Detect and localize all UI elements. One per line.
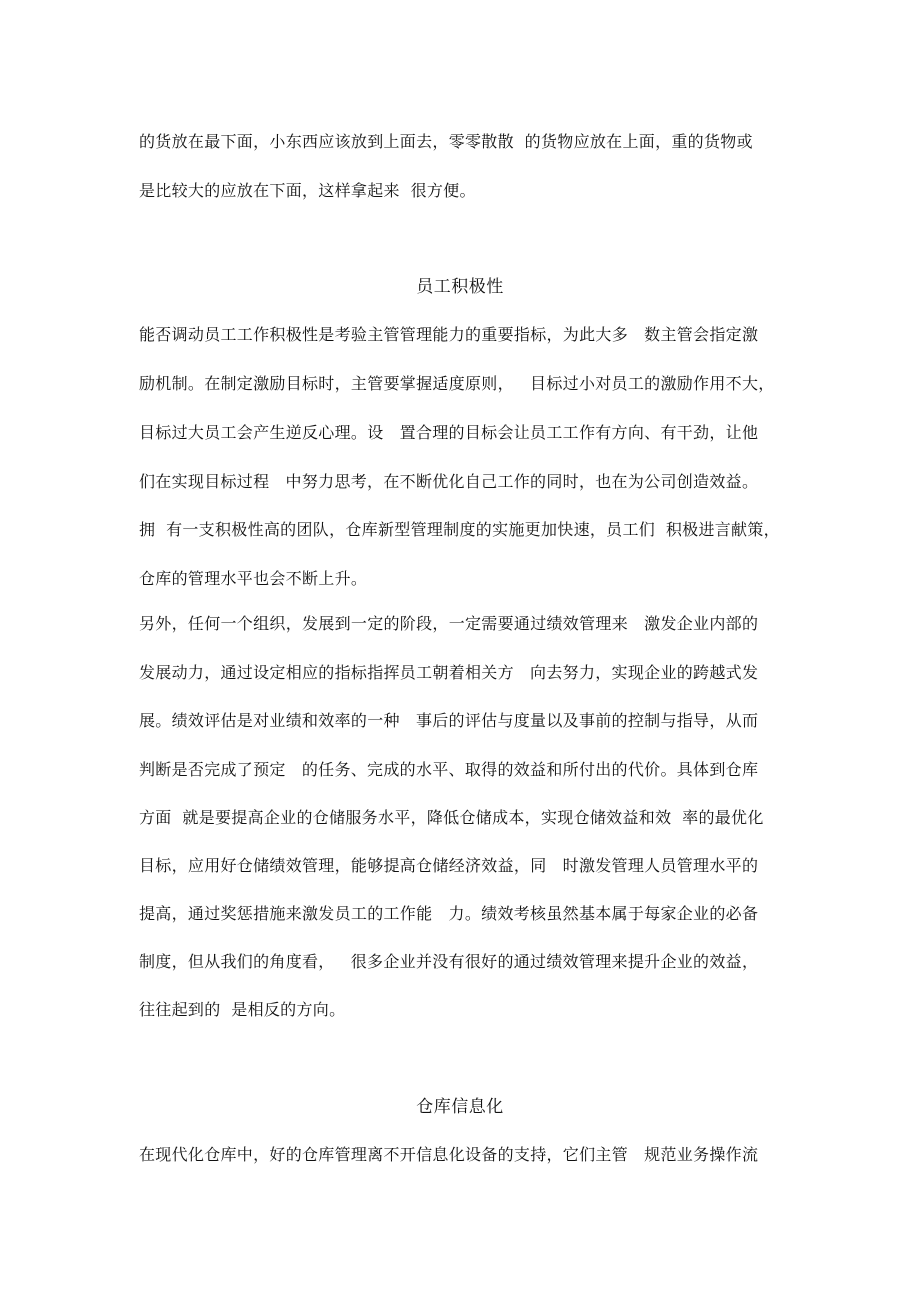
paragraph-line: 制度，但从我们的角度看， 很多企业并没有很好的通过绩效管理来提升企业的效益， (139, 952, 759, 971)
paragraph-line: 是比较大的应放在下面，这样拿起来 很方便。 (139, 181, 476, 200)
paragraph-line: 励机制。在制定激励目标时，主管要掌握适度原则， 目标过小对员工的激励作用不大， (139, 374, 775, 393)
paragraph-line: 目标过大员工会产生逆反心理。设 置合理的目标会让员工工作有方向、有干劲，让他 (139, 423, 759, 442)
paragraph-line: 发展动力，通过设定相应的指标指挥员工朝着相关方 向去努力，实现企业的跨越式发 (139, 663, 759, 682)
section-heading-motivation: 员工积极性 (416, 277, 504, 297)
paragraph-line: 能否调动员工工作积极性是考验主管管理能力的重要指标，为此大多 数主管会指定激 (139, 325, 759, 344)
paragraph-line: 往往起到的 是相反的方向。 (139, 1000, 346, 1019)
paragraph-line: 展。绩效评估是对业绩和效率的一种 事后的评估与度量以及事前的控制与指导，从而 (139, 711, 759, 730)
section-heading-informatization: 仓库信息化 (416, 1097, 504, 1117)
paragraph-line: 提高，通过奖惩措施来激发员工的工作能 力。绩效考核虽然基本属于每家企业的必备 (139, 904, 759, 923)
paragraph-line: 们在实现目标过程 中努力思考，在不断优化自己工作的同时，也在为公司创造效益。 (139, 472, 759, 491)
paragraph-line: 拥 有一支积极性高的团队，仓库新型管理制度的实施更加快速，员工们 积极进言献策， (139, 520, 780, 539)
paragraph-line: 在现代化仓库中，好的仓库管理离不开信息化设备的支持，它们主管 规范业务操作流 (139, 1145, 759, 1164)
paragraph-line: 另外，任何一个组织，发展到一定的阶段，一定需要通过绩效管理来 激发企业内部的 (139, 614, 759, 633)
paragraph-line: 方面 就是要提高企业的仓储服务水平，降低仓储成本，实现仓储效益和效 率的最优化 (139, 808, 764, 827)
paragraph-line: 仓库的管理水平也会不断上升。 (139, 569, 368, 588)
paragraph-line: 目标，应用好仓储绩效管理，能够提高仓储经济效益，同 时激发管理人员管理水平的 (139, 856, 759, 875)
paragraph-line: 的货放在最下面，小东西应该放到上面去，零零散散 的货物应放在上面，重的货物或 (139, 132, 753, 151)
paragraph-line: 判断是否完成了预定 的任务、完成的水平、取得的效益和所付出的代价。具体到仓库 (139, 760, 759, 779)
